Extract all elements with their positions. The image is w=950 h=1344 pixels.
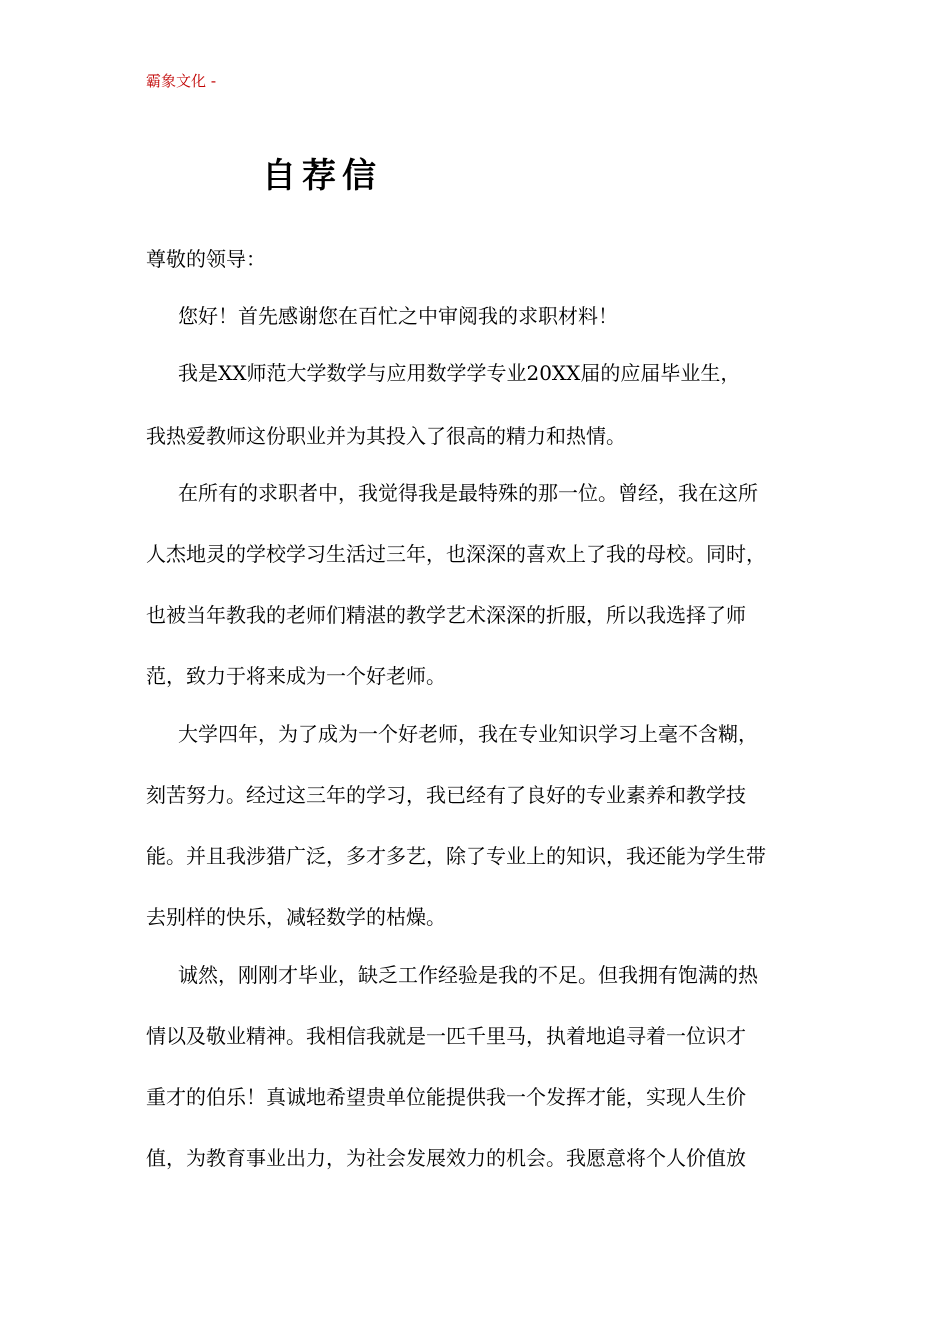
paragraph-line: 诚然，刚刚才毕业，缺乏工作经验是我的不足。但我拥有饱满的热 [178,963,758,987]
paragraph-line: 我热爱教师这份职业并为其投入了很高的精力和热情。 [146,424,626,448]
salutation: 尊敬的领导： [146,247,266,271]
page-title: 自荐信 [262,156,382,196]
paragraph-line: 人杰地灵的学校学习生活过三年，也深深的喜欢上了我的母校。同时， [146,542,766,566]
paragraph-line: 重才的伯乐！真诚地希望贵单位能提供我一个发挥才能，实现人生价 [146,1085,746,1109]
paragraph-line: 您好！首先感谢您在百忙之中审阅我的求职材料！ [178,304,618,328]
header-watermark: 霸象文化 - [146,72,217,90]
paragraph-line: 刻苦努力。经过这三年的学习，我已经有了良好的专业素养和教学技 [146,783,746,807]
paragraph-line: 大学四年，为了成为一个好老师，我在专业知识学习上毫不含糊， [178,722,758,746]
paragraph-line: 范，致力于将来成为一个好老师。 [146,664,446,688]
paragraph-line: 情以及敬业精神。我相信我就是一匹千里马，执着地追寻着一位识才 [146,1024,746,1048]
paragraph-line: 能。并且我涉猎广泛，多才多艺，除了专业上的知识，我还能为学生带 [146,844,766,868]
paragraph-line: 值，为教育事业出力，为社会发展效力的机会。我愿意将个人价值放 [146,1146,746,1170]
paragraph-line: 在所有的求职者中，我觉得我是最特殊的那一位。曾经，我在这所 [178,481,758,505]
paragraph-line: 我是XX师范大学数学与应用数学学专业20XX届的应届毕业生， [178,361,741,385]
paragraph-line: 也被当年教我的老师们精湛的教学艺术深深的折服，所以我选择了师 [146,603,746,627]
paragraph-line: 去别样的快乐，减轻数学的枯燥。 [146,905,446,929]
